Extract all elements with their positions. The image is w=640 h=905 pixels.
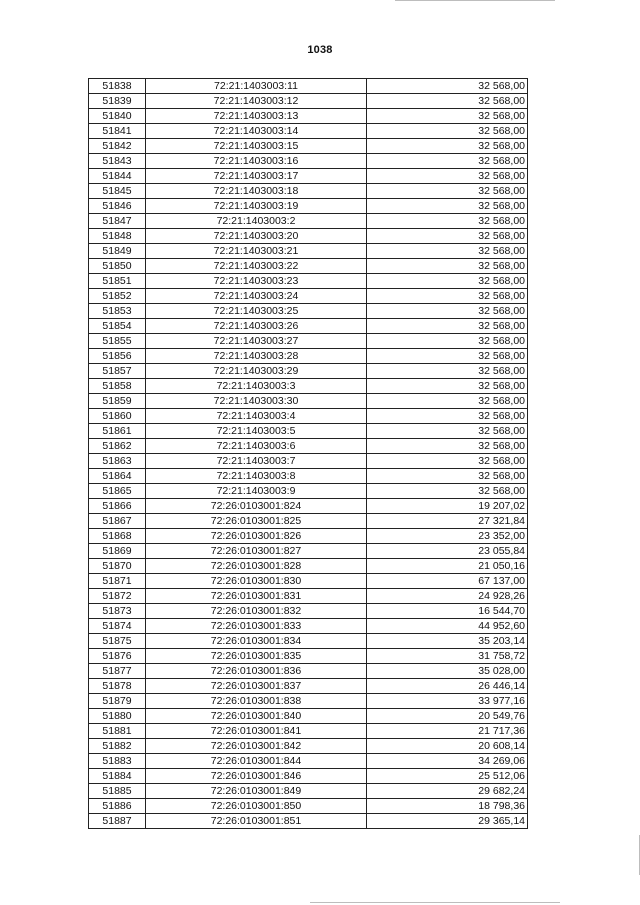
- row-number-cell: 51871: [89, 574, 146, 589]
- row-number-cell: 51870: [89, 559, 146, 574]
- value-cell: 32 568,00: [367, 289, 528, 304]
- cadastral-number-cell: 72:21:1403003:30: [146, 394, 367, 409]
- value-cell: 32 568,00: [367, 274, 528, 289]
- scan-edge-mark-bottom: [310, 902, 560, 903]
- table-row: [89, 409, 528, 424]
- row-number-cell: 51845: [89, 184, 146, 199]
- cadastral-number-cell: 72:26:0103001:851: [146, 814, 367, 829]
- cadastral-number-cell: 72:21:1403003:14: [146, 124, 367, 139]
- cadastral-number-cell: 72:21:1403003:12: [146, 94, 367, 109]
- value-cell: 32 568,00: [367, 304, 528, 319]
- table-row: [89, 274, 528, 289]
- row-number-cell: 51838: [89, 79, 146, 94]
- table-body: [89, 79, 528, 829]
- table-row: [89, 739, 528, 754]
- value-cell: 32 568,00: [367, 349, 528, 364]
- table-row: [89, 244, 528, 259]
- table-row: [89, 814, 528, 829]
- cadastral-number-cell: 72:26:0103001:837: [146, 679, 367, 694]
- table-row: [89, 634, 528, 649]
- table-row: [89, 319, 528, 334]
- value-cell: 25 512,06: [367, 769, 528, 784]
- row-number-cell: 51841: [89, 124, 146, 139]
- cadastral-number-cell: 72:26:0103001:850: [146, 799, 367, 814]
- cadastral-number-cell: 72:26:0103001:827: [146, 544, 367, 559]
- table-row: [89, 469, 528, 484]
- value-cell: 20 549,76: [367, 709, 528, 724]
- cadastral-number-cell: 72:26:0103001:844: [146, 754, 367, 769]
- table-row: [89, 544, 528, 559]
- table-row: [89, 454, 528, 469]
- value-cell: 32 568,00: [367, 439, 528, 454]
- table-row: [89, 724, 528, 739]
- row-number-cell: 51885: [89, 784, 146, 799]
- cadastral-number-cell: 72:21:1403003:27: [146, 334, 367, 349]
- cadastral-number-cell: 72:26:0103001:832: [146, 604, 367, 619]
- cadastral-number-cell: 72:21:1403003:24: [146, 289, 367, 304]
- value-cell: 27 321,84: [367, 514, 528, 529]
- cadastral-number-cell: 72:21:1403003:23: [146, 274, 367, 289]
- table-row: [89, 364, 528, 379]
- table-row: [89, 784, 528, 799]
- cadastral-number-cell: 72:21:1403003:4: [146, 409, 367, 424]
- table-row: [89, 799, 528, 814]
- row-number-cell: 51863: [89, 454, 146, 469]
- row-number-cell: 51857: [89, 364, 146, 379]
- value-cell: 32 568,00: [367, 484, 528, 499]
- value-cell: 19 207,02: [367, 499, 528, 514]
- value-cell: 32 568,00: [367, 364, 528, 379]
- value-cell: 18 798,36: [367, 799, 528, 814]
- table-row: [89, 124, 528, 139]
- value-cell: 32 568,00: [367, 379, 528, 394]
- cadastral-number-cell: 72:21:1403003:9: [146, 484, 367, 499]
- cadastral-number-cell: 72:21:1403003:2: [146, 214, 367, 229]
- value-cell: 32 568,00: [367, 229, 528, 244]
- cadastral-number-cell: 72:26:0103001:846: [146, 769, 367, 784]
- row-number-cell: 51865: [89, 484, 146, 499]
- table-row: [89, 169, 528, 184]
- row-number-cell: 51848: [89, 229, 146, 244]
- row-number-cell: 51884: [89, 769, 146, 784]
- cadastral-value-table: [88, 78, 528, 829]
- value-cell: 21 717,36: [367, 724, 528, 739]
- row-number-cell: 51868: [89, 529, 146, 544]
- row-number-cell: 51856: [89, 349, 146, 364]
- cadastral-number-cell: 72:21:1403003:6: [146, 439, 367, 454]
- row-number-cell: 51883: [89, 754, 146, 769]
- value-cell: 32 568,00: [367, 424, 528, 439]
- table-row: [89, 424, 528, 439]
- row-number-cell: 51842: [89, 139, 146, 154]
- value-cell: 29 682,24: [367, 784, 528, 799]
- table-row: [89, 754, 528, 769]
- value-cell: 21 050,16: [367, 559, 528, 574]
- row-number-cell: 51854: [89, 319, 146, 334]
- value-cell: 32 568,00: [367, 319, 528, 334]
- cadastral-number-cell: 72:21:1403003:18: [146, 184, 367, 199]
- table-row: [89, 709, 528, 724]
- row-number-cell: 51846: [89, 199, 146, 214]
- row-number-cell: 51876: [89, 649, 146, 664]
- row-number-cell: 51860: [89, 409, 146, 424]
- value-cell: 33 977,16: [367, 694, 528, 709]
- table-row: [89, 574, 528, 589]
- cadastral-number-cell: 72:21:1403003:20: [146, 229, 367, 244]
- cadastral-number-cell: 72:26:0103001:826: [146, 529, 367, 544]
- value-cell: 32 568,00: [367, 94, 528, 109]
- row-number-cell: 51851: [89, 274, 146, 289]
- table-row: [89, 94, 528, 109]
- value-cell: 32 568,00: [367, 334, 528, 349]
- table-row: [89, 499, 528, 514]
- value-cell: 67 137,00: [367, 574, 528, 589]
- value-cell: 32 568,00: [367, 184, 528, 199]
- row-number-cell: 51866: [89, 499, 146, 514]
- row-number-cell: 51861: [89, 424, 146, 439]
- cadastral-number-cell: 72:26:0103001:828: [146, 559, 367, 574]
- value-cell: 31 758,72: [367, 649, 528, 664]
- table-row: [89, 139, 528, 154]
- cadastral-number-cell: 72:26:0103001:835: [146, 649, 367, 664]
- scan-edge-mark-top: [395, 0, 555, 1]
- cadastral-number-cell: 72:21:1403003:21: [146, 244, 367, 259]
- value-cell: 32 568,00: [367, 244, 528, 259]
- cadastral-number-cell: 72:26:0103001:849: [146, 784, 367, 799]
- row-number-cell: 51852: [89, 289, 146, 304]
- value-cell: 32 568,00: [367, 124, 528, 139]
- row-number-cell: 51879: [89, 694, 146, 709]
- cadastral-number-cell: 72:21:1403003:19: [146, 199, 367, 214]
- value-cell: 32 568,00: [367, 454, 528, 469]
- cadastral-number-cell: 72:26:0103001:830: [146, 574, 367, 589]
- row-number-cell: 51878: [89, 679, 146, 694]
- table-row: [89, 184, 528, 199]
- table-row: [89, 604, 528, 619]
- value-cell: 35 028,00: [367, 664, 528, 679]
- table-row: [89, 154, 528, 169]
- cadastral-number-cell: 72:21:1403003:29: [146, 364, 367, 379]
- table-row: [89, 349, 528, 364]
- cadastral-number-cell: 72:21:1403003:13: [146, 109, 367, 124]
- page-number: 1038: [307, 44, 333, 56]
- cadastral-number-cell: 72:21:1403003:22: [146, 259, 367, 274]
- table-row: [89, 529, 528, 544]
- value-cell: 32 568,00: [367, 409, 528, 424]
- cadastral-number-cell: 72:26:0103001:831: [146, 589, 367, 604]
- row-number-cell: 51877: [89, 664, 146, 679]
- table-row: [89, 394, 528, 409]
- table-row: [89, 664, 528, 679]
- value-cell: 32 568,00: [367, 169, 528, 184]
- value-cell: 32 568,00: [367, 139, 528, 154]
- table-row: [89, 289, 528, 304]
- cadastral-number-cell: 72:21:1403003:16: [146, 154, 367, 169]
- value-cell: 20 608,14: [367, 739, 528, 754]
- value-cell: 29 365,14: [367, 814, 528, 829]
- row-number-cell: 51853: [89, 304, 146, 319]
- table-row: [89, 214, 528, 229]
- row-number-cell: 51843: [89, 154, 146, 169]
- table-row: [89, 649, 528, 664]
- cadastral-number-cell: 72:21:1403003:8: [146, 469, 367, 484]
- cadastral-number-cell: 72:26:0103001:838: [146, 694, 367, 709]
- table-row: [89, 334, 528, 349]
- row-number-cell: 51855: [89, 334, 146, 349]
- value-cell: 32 568,00: [367, 469, 528, 484]
- row-number-cell: 51874: [89, 619, 146, 634]
- cadastral-number-cell: 72:26:0103001:841: [146, 724, 367, 739]
- cadastral-number-cell: 72:21:1403003:17: [146, 169, 367, 184]
- value-cell: 23 352,00: [367, 529, 528, 544]
- row-number-cell: 51849: [89, 244, 146, 259]
- row-number-cell: 51875: [89, 634, 146, 649]
- table-row: [89, 109, 528, 124]
- value-cell: 16 544,70: [367, 604, 528, 619]
- value-cell: 23 055,84: [367, 544, 528, 559]
- row-number-cell: 51850: [89, 259, 146, 274]
- value-cell: 32 568,00: [367, 154, 528, 169]
- row-number-cell: 51844: [89, 169, 146, 184]
- value-cell: 32 568,00: [367, 109, 528, 124]
- table-row: [89, 694, 528, 709]
- row-number-cell: 51869: [89, 544, 146, 559]
- row-number-cell: 51864: [89, 469, 146, 484]
- cadastral-number-cell: 72:21:1403003:28: [146, 349, 367, 364]
- value-cell: 26 446,14: [367, 679, 528, 694]
- cadastral-number-cell: 72:21:1403003:26: [146, 319, 367, 334]
- table-row: [89, 619, 528, 634]
- table-row: [89, 439, 528, 454]
- value-cell: 35 203,14: [367, 634, 528, 649]
- row-number-cell: 51880: [89, 709, 146, 724]
- table-row: [89, 679, 528, 694]
- table-row: [89, 484, 528, 499]
- value-cell: 32 568,00: [367, 394, 528, 409]
- table-row: [89, 514, 528, 529]
- table-row: [89, 229, 528, 244]
- cadastral-number-cell: 72:26:0103001:842: [146, 739, 367, 754]
- table-row: [89, 259, 528, 274]
- cadastral-number-cell: 72:26:0103001:833: [146, 619, 367, 634]
- row-number-cell: 51847: [89, 214, 146, 229]
- cadastral-number-cell: 72:26:0103001:825: [146, 514, 367, 529]
- cadastral-number-cell: 72:21:1403003:7: [146, 454, 367, 469]
- value-cell: 32 568,00: [367, 214, 528, 229]
- value-cell: 32 568,00: [367, 79, 528, 94]
- row-number-cell: 51867: [89, 514, 146, 529]
- cadastral-number-cell: 72:26:0103001:824: [146, 499, 367, 514]
- row-number-cell: 51881: [89, 724, 146, 739]
- table-row: [89, 769, 528, 784]
- table-row: [89, 379, 528, 394]
- row-number-cell: 51873: [89, 604, 146, 619]
- table-row: [89, 559, 528, 574]
- table-row: [89, 79, 528, 94]
- cadastral-number-cell: 72:21:1403003:11: [146, 79, 367, 94]
- value-cell: 32 568,00: [367, 259, 528, 274]
- row-number-cell: 51839: [89, 94, 146, 109]
- table-row: [89, 589, 528, 604]
- row-number-cell: 51872: [89, 589, 146, 604]
- cadastral-number-cell: 72:26:0103001:840: [146, 709, 367, 724]
- row-number-cell: 51886: [89, 799, 146, 814]
- row-number-cell: 51858: [89, 379, 146, 394]
- row-number-cell: 51882: [89, 739, 146, 754]
- value-cell: 24 928,26: [367, 589, 528, 604]
- row-number-cell: 51862: [89, 439, 146, 454]
- table-row: [89, 304, 528, 319]
- cadastral-number-cell: 72:21:1403003:15: [146, 139, 367, 154]
- table-row: [89, 199, 528, 214]
- value-cell: 44 952,60: [367, 619, 528, 634]
- cadastral-number-cell: 72:26:0103001:836: [146, 664, 367, 679]
- row-number-cell: 51859: [89, 394, 146, 409]
- row-number-cell: 51840: [89, 109, 146, 124]
- cadastral-number-cell: 72:21:1403003:5: [146, 424, 367, 439]
- value-cell: 32 568,00: [367, 199, 528, 214]
- cadastral-number-cell: 72:21:1403003:25: [146, 304, 367, 319]
- cadastral-number-cell: 72:21:1403003:3: [146, 379, 367, 394]
- cadastral-number-cell: 72:26:0103001:834: [146, 634, 367, 649]
- value-cell: 34 269,06: [367, 754, 528, 769]
- row-number-cell: 51887: [89, 814, 146, 829]
